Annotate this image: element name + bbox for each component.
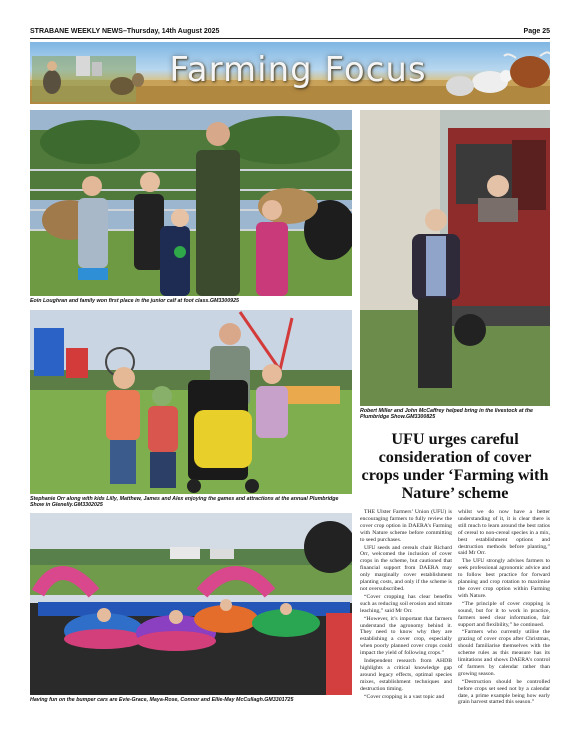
header-rule [30,38,550,39]
article-paragraph: “However, it’s important that farmers understand the agronomy behind it. They need to know why they are establishing a cover crop, especially when poorly planned cover crops could impact the yield of following crops.” [360,615,452,657]
article-paragraph: “Cover cropping is a vast topic and [364,693,445,700]
article-paragraph: The UFU strongly advises farmers to seek professional agronomic advice and to follow best practice for forward planning and crop rotation to maximise the cover crop option within Farming with Nature. [458,558,550,599]
article-paragraph: UFU seeds and cereals chair Richard Orr, welcomed the inclusion of cover crops in the scheme, but cautioned that financial support from DAERA may only marginally cover establishment planting costs, and only if the scheme is not oversubscribed. [360,544,452,592]
article-headline: UFU urges careful consideration of cover crops under ‘Farming with Nature’ scheme [361,430,549,502]
article-column-2 [458,509,550,721]
article-paragraph: “Farmers who currently utilise the grazing of cover crops after Christmas, should familiarise themselves with the scheme rules as this measure has its limitations and shows DAERA’s control of farmers by calendar rather than growing season. [458,629,550,677]
newspaper-dateline: STRABANE WEEKLY NEWS–Thursday, 14th August 2025 [30,28,220,35]
article-paragraph: whilst we do now have a better understanding of it, it is clear there is still much to learn around the best ratios of cereal to non-cereal species in a mix, best establishment options and destruction methods before planting,” said Mr Orr. [458,509,550,557]
caption-fair-family: Stephanie Orr along with kids Lilly, Matthew, James and Alex enjoying the games and attractions at the annual Plumbridge Show in Glenelly.GM3302025 [30,496,339,509]
banner-title: Farming Focus [169,50,427,90]
page-number: Page 25 [523,28,550,35]
photo-fair-family [30,310,352,494]
article-column-1 [360,509,452,721]
article-paragraph: Independent research from AHDB highlights a critical knowledge gap around legacy effects, optimal species mixes, establishment techniques and destruction timing. [360,658,452,692]
caption-bumper-cars: Having fun on the bumper cars are Evie-Grace, Maya-Rose, Connor and Ellie-May McCullagh.GM3301725 [30,697,294,703]
article-paragraph: “Cover cropping has clear benefits such as reducing soil erosion and nitrate leaching,” said Mr Orr. [360,593,452,614]
photo-livestock-men [360,110,550,406]
photo-bumper-cars [30,513,352,695]
section-banner [30,42,550,104]
article-paragraph: THE Ulster Farmers’ Union (UFU) is encouraging farmers to fully review the cover crop option in DAERA’s Farming with Nature scheme before committing to seed purchases. [360,509,452,543]
photo-family-calf [30,110,352,296]
page-header [30,26,550,38]
article-paragraph: “The principle of cover cropping is sound, but for it to work in practice, farmers need clear information, fair support and flexibility,” he continued. [458,600,550,628]
caption-family-calf: Eoin Loughran and family won first place in the junior calf at foot class.GM3300925 [30,298,239,304]
article-paragraph: “Destruction should be controlled before crops set seed not by a calendar date, a prime example being how early grain harvest started this season.” [458,678,550,706]
caption-livestock-men: Robert Miller and John McCaffrey helped bring in the livestock at the Plumbridge Show.GM3300825 [360,408,533,421]
